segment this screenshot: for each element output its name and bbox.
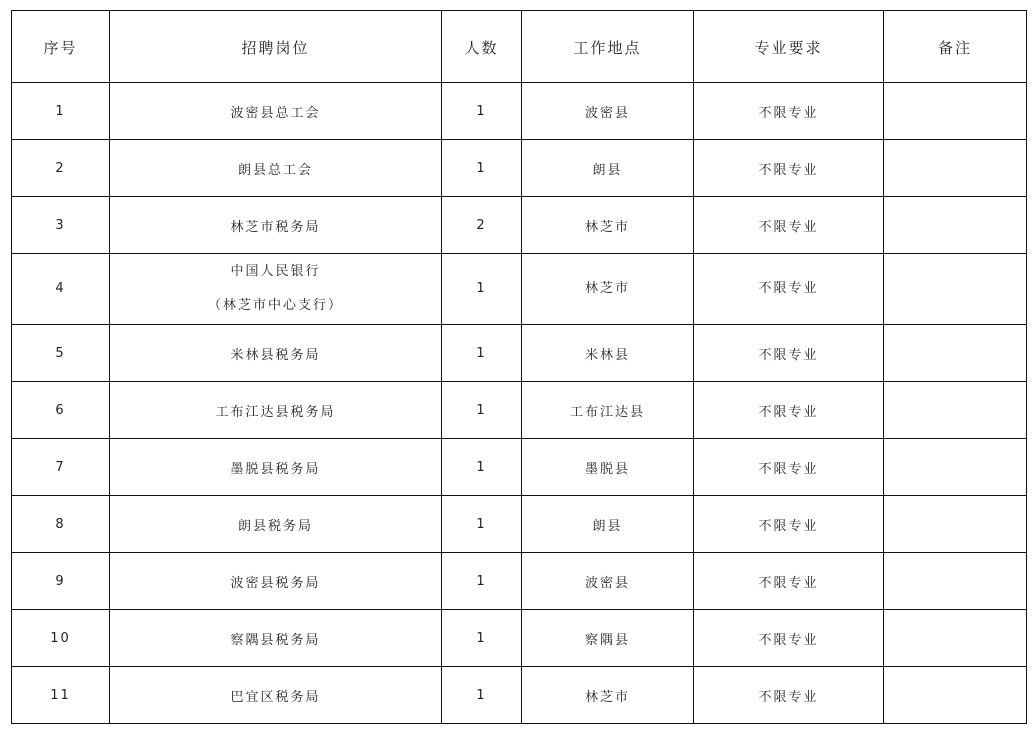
cell-remarks: [884, 83, 1027, 140]
cell-index: 6: [12, 382, 110, 439]
cell-location: 林芝市: [522, 197, 694, 254]
table-row: [12, 197, 1027, 254]
cell-location: 朗县: [522, 140, 694, 197]
cell-remarks: [884, 610, 1027, 667]
cell-major: 不限专业: [694, 325, 884, 382]
cell-index: 10: [12, 610, 110, 667]
position-line: 墨脱县税务局: [230, 461, 321, 477]
table-row: [12, 496, 1027, 553]
cell-index: 4: [12, 254, 110, 325]
cell-major: 不限专业: [694, 610, 884, 667]
table-row: [12, 325, 1027, 382]
cell-count: 1: [442, 140, 522, 197]
cell-major: 不限专业: [694, 140, 884, 197]
cell-location: 米林县: [522, 325, 694, 382]
cell-major: 不限专业: [694, 667, 884, 724]
header-location: 工作地点: [522, 11, 694, 83]
cell-location: 波密县: [522, 553, 694, 610]
table-row: [12, 83, 1027, 140]
table-row: [12, 667, 1027, 724]
recruitment-table: [11, 10, 1027, 724]
header-major: 专业要求: [694, 11, 884, 83]
cell-location: 波密县: [522, 83, 694, 140]
position-line: 波密县税务局: [230, 575, 321, 591]
table-row: [12, 382, 1027, 439]
position-line: 米林县税务局: [230, 347, 321, 363]
position-line: 林芝市税务局: [230, 219, 321, 235]
cell-index: 2: [12, 140, 110, 197]
position-line: 朗县总工会: [237, 162, 313, 178]
cell-remarks: [884, 382, 1027, 439]
cell-position: [110, 325, 442, 382]
table-header-row: [12, 11, 1027, 83]
cell-position: [110, 83, 442, 140]
cell-remarks: [884, 197, 1027, 254]
cell-major: 不限专业: [694, 496, 884, 553]
cell-remarks: [884, 254, 1027, 325]
header-index: 序号: [12, 11, 110, 83]
cell-position: [110, 553, 442, 610]
header-position: 招聘岗位: [110, 11, 442, 83]
cell-major: 不限专业: [694, 439, 884, 496]
table-row: [12, 254, 1027, 325]
cell-location: 林芝市: [522, 667, 694, 724]
cell-major: 不限专业: [694, 382, 884, 439]
table-row: [12, 439, 1027, 496]
cell-index: 11: [12, 667, 110, 724]
cell-position: [110, 667, 442, 724]
position-line: 察隅县税务局: [230, 632, 321, 648]
cell-major: 不限专业: [694, 254, 884, 325]
cell-remarks: [884, 439, 1027, 496]
position-line: 波密县总工会: [230, 105, 321, 121]
cell-count: 1: [442, 83, 522, 140]
cell-index: 5: [12, 325, 110, 382]
position-line: 工布江达县税务局: [215, 404, 336, 420]
table-row: [12, 140, 1027, 197]
cell-location: 察隅县: [522, 610, 694, 667]
table-row: [12, 553, 1027, 610]
cell-count: 1: [442, 610, 522, 667]
position-line: 巴宜区税务局: [230, 689, 321, 705]
cell-count: 1: [442, 439, 522, 496]
cell-count: 1: [442, 382, 522, 439]
cell-location: 工布江达县: [522, 382, 694, 439]
table-body: [12, 83, 1027, 724]
cell-position: [110, 254, 442, 325]
position-line: （林芝市中心支行）: [207, 298, 343, 313]
cell-count: 1: [442, 667, 522, 724]
position-line: 中国人民银行: [230, 264, 321, 279]
recruitment-table-container: [11, 10, 1026, 724]
header-remarks: 备注: [884, 11, 1027, 83]
cell-position: [110, 197, 442, 254]
cell-location: 朗县: [522, 496, 694, 553]
cell-index: 7: [12, 439, 110, 496]
cell-count: 1: [442, 254, 522, 325]
cell-remarks: [884, 325, 1027, 382]
cell-position: [110, 140, 442, 197]
cell-remarks: [884, 553, 1027, 610]
cell-count: 1: [442, 496, 522, 553]
cell-position: [110, 496, 442, 553]
cell-index: 9: [12, 553, 110, 610]
cell-count: 1: [442, 325, 522, 382]
header-count: 人数: [442, 11, 522, 83]
cell-major: 不限专业: [694, 197, 884, 254]
cell-major: 不限专业: [694, 553, 884, 610]
cell-position: [110, 610, 442, 667]
cell-position: [110, 382, 442, 439]
table-row: [12, 610, 1027, 667]
cell-count: 1: [442, 553, 522, 610]
cell-remarks: [884, 496, 1027, 553]
cell-position: [110, 439, 442, 496]
cell-count: 2: [442, 197, 522, 254]
cell-remarks: [884, 140, 1027, 197]
cell-index: 8: [12, 496, 110, 553]
cell-remarks: [884, 667, 1027, 724]
cell-index: 3: [12, 197, 110, 254]
cell-location: 墨脱县: [522, 439, 694, 496]
cell-location: 林芝市: [522, 254, 694, 325]
cell-major: 不限专业: [694, 83, 884, 140]
position-line: 朗县税务局: [237, 518, 313, 534]
cell-index: 1: [12, 83, 110, 140]
